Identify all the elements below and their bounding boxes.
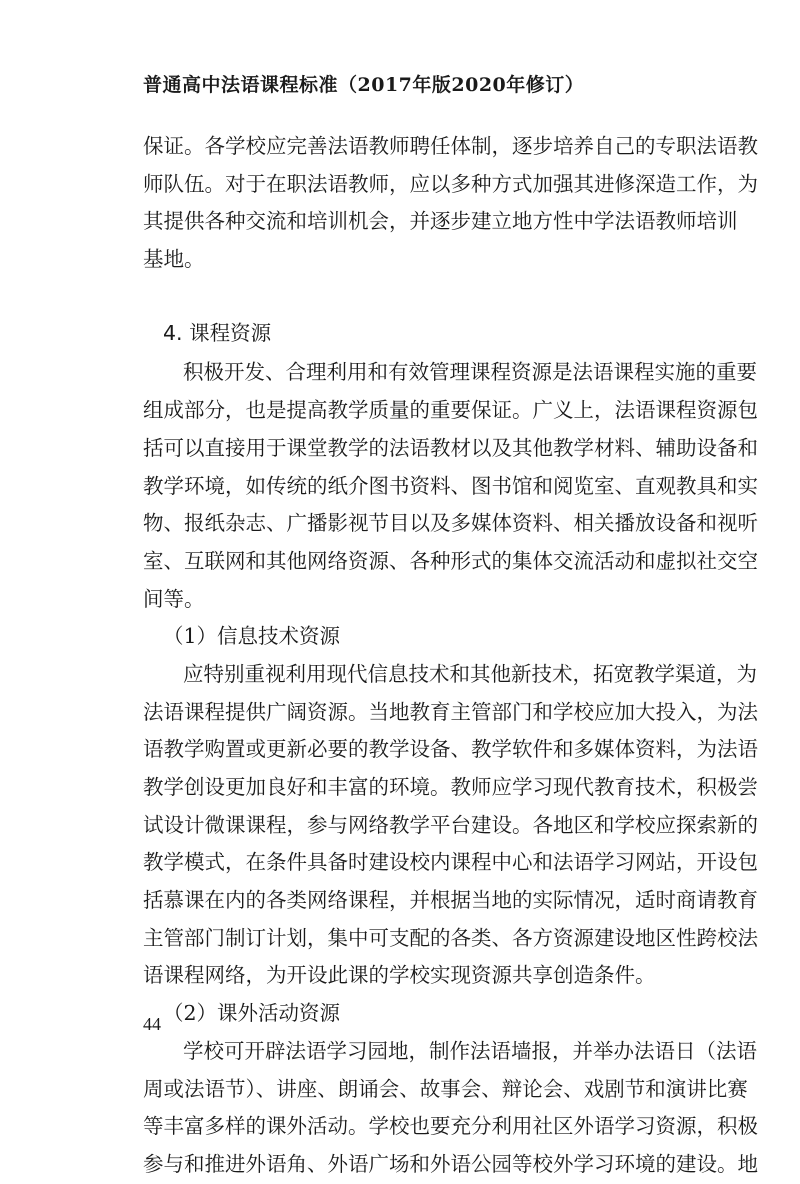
page-body (143, 128, 758, 1184)
paragraph-line: 教学模式，在条件具备时建设校内课程中心和法语学习网站，开设包 (143, 850, 758, 875)
paragraph-line: 括可以直接用于课堂教学的法语教材以及其他教学材料、辅助设备和 (143, 435, 758, 460)
paragraph-line: 物、报纸杂志、广播影视节目以及多媒体资料、相关播放设备和视听 (143, 511, 758, 536)
subsection-paragraph (143, 1033, 758, 1184)
paragraph-line: 周或法语节）、讲座、朗诵会、故事会、辩论会、戏剧节和演讲比赛 (143, 1076, 748, 1101)
paragraph-line: 语课程网络，为开设此课的学校实现资源共享创造条件。 (143, 963, 656, 988)
paragraph-line: 组成部分，也是提高教学质量的重要保证。广义上，法语课程资源包 (143, 398, 758, 423)
paragraph-line: 法语课程提供广阔资源。当地教育主管部门和学校应加大投入，为法 (143, 699, 758, 724)
paragraph-line: 语教学购置或更新必要的教学设备、教学软件和多媒体资料，为法语 (143, 737, 758, 762)
paragraph-line: 等丰富多样的课外活动。学校也要充分利用社区外语学习资源，积极 (143, 1114, 758, 1139)
section-paragraph (143, 354, 758, 618)
paragraph-line: 基地。 (143, 247, 205, 272)
paragraph-line: 教学创设更加良好和丰富的环境。教师应学习现代教育技术，积极尝 (143, 775, 758, 799)
paragraph-line: 保证。各学校应完善法语教师聘任体制，逐步培养自己的专职法语教 (143, 134, 758, 158)
paragraph-line: 室、互联网和其他网络资源、各种形式的集体交流活动和虚拟社交空 (143, 548, 758, 573)
paragraph-line: 间等。 (143, 586, 205, 611)
intro-paragraph (143, 128, 758, 279)
subsection-heading: （1）信息技术资源 (163, 624, 341, 649)
subsection-paragraph (143, 656, 758, 995)
paragraph-line: 教学环境，如传统的纸介图书资料、图书馆和阅览室、直观教具和实 (143, 473, 758, 498)
running-header: 普通高中法语课程标准（2017年版2020年修订） (143, 74, 585, 96)
page-number: 44 (143, 1014, 161, 1034)
subsection-heading: （2）课外活动资源 (163, 1001, 341, 1026)
paragraph-line: 师队伍。对于在职法语教师，应以多种方式加强其进修深造工作，为 (143, 171, 758, 196)
paragraph-line: 学校可开辟法语学习园地，制作法语墙报，并举办法语日（法语 (183, 1038, 757, 1063)
section-heading: 4. 课程资源 (163, 320, 272, 345)
paragraph-line: 积极开发、合理利用和有效管理课程资源是法语课程实施的重要 (183, 360, 757, 385)
paragraph-line: 参与和推进外语角、外语广场和外语公园等校外学习环境的建设。地 (143, 1151, 758, 1176)
paragraph-line: 试设计微课课程，参与网络教学平台建设。各地区和学校应探索新的 (143, 812, 758, 837)
paragraph-line: 其提供各种交流和培训机会，并逐步建立地方性中学法语教师培训 (143, 209, 738, 234)
paragraph-line: 括慕课在内的各类网络课程，并根据当地的实际情况，适时商请教育 (143, 888, 758, 913)
paragraph-line: 应特别重视利用现代信息技术和其他新技术，拓宽教学渠道，为 (183, 661, 757, 686)
paragraph-line: 主管部门制订计划，集中可支配的各类、各方资源建设地区性跨校法 (143, 925, 758, 950)
